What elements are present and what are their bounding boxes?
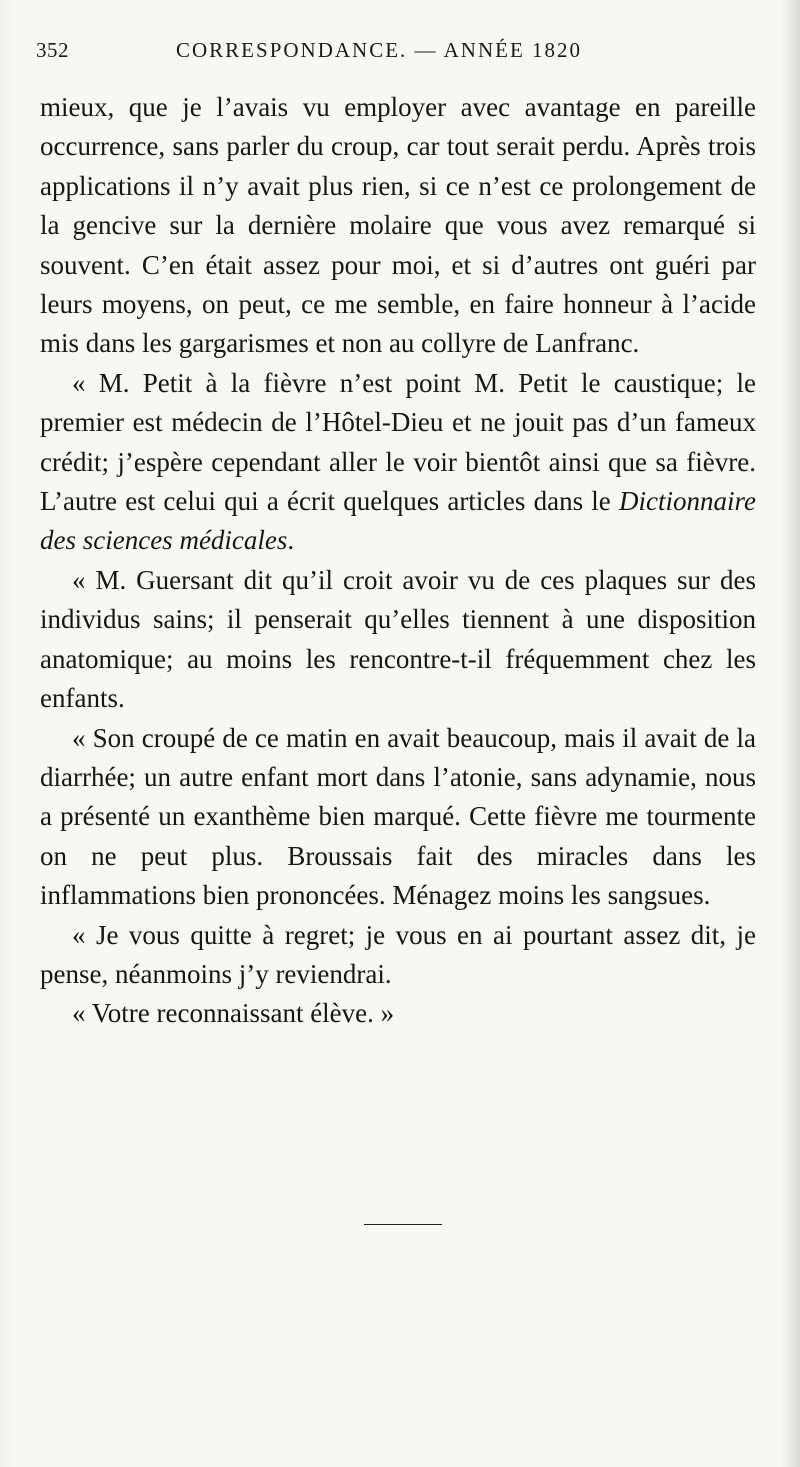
body-text (40, 88, 756, 1034)
paragraph (40, 916, 756, 995)
italic-title: Dictionnaire des sciences médicales (40, 486, 756, 556)
scan-left-shade (0, 0, 12, 1467)
page-header (36, 38, 756, 70)
running-head: CORRESPONDANCE. — ANNÉE 1820 (176, 38, 583, 62)
paragraph-text: « Son croupé de ce matin en avait beaucoup, mais il avait de la diarrhée; un autre enfant mort dans l’atonie, sans adynamie, nous a présenté un exanthème bien marqué. Cette fièvre me tourmente on ne peut plus. Broussais fait des miracles dans les inflammations bien prononcées. Ménagez moins les sangsues. (40, 722, 756, 911)
scan-right-edge (782, 0, 800, 1467)
paragraph-text: mieux, que je l’avais vu employer avec avantage en pareille occurrence, sans parler du croup, car tout serait perdu. Après trois applications il n’y avait plus rien, si ce n’est ce prolongement de la gencive sur la dernière molaire que vous avez remarqué si souvent. C’en était assez pour moi, et si d’autres ont guéri par leurs moyens, on peut, ce me semble, en faire honneur à l’acide mis dans les gargarismes et non au collyre de Lanfranc. (40, 92, 756, 359)
section-end-rule (364, 1224, 442, 1225)
paragraph-text: « M. Petit à la fièvre n’est point M. Petit le caustique; le premier est médecin de l’Hôtel-Dieu et ne jouit pas d’un fameux crédit; j’espère cependant aller le voir bientôt ainsi que sa fièvre. L’autre est celui qui a écrit quelques articles dans le (40, 367, 756, 517)
paragraph (40, 719, 756, 916)
paragraph (40, 561, 756, 719)
page-number: 352 (36, 38, 69, 62)
paragraph-text: « Votre reconnaissant élève. » (72, 998, 395, 1029)
paragraph-text: « M. Guersant dit qu’il croit avoir vu de ces plaques sur des individus sains; il penserait qu’elles tiennent à une disposition anatomique; au moins les rencontre-t-il fréquemment chez les enfants. (40, 564, 756, 714)
paragraph (40, 994, 756, 1033)
paragraph (40, 88, 756, 364)
paragraph-text: « Je vous quitte à regret; je vous en ai pourtant assez dit, je pense, néanmoins j’y reviendrai. (40, 919, 756, 989)
paragraph (40, 364, 756, 561)
paragraph-text: . (287, 525, 295, 556)
